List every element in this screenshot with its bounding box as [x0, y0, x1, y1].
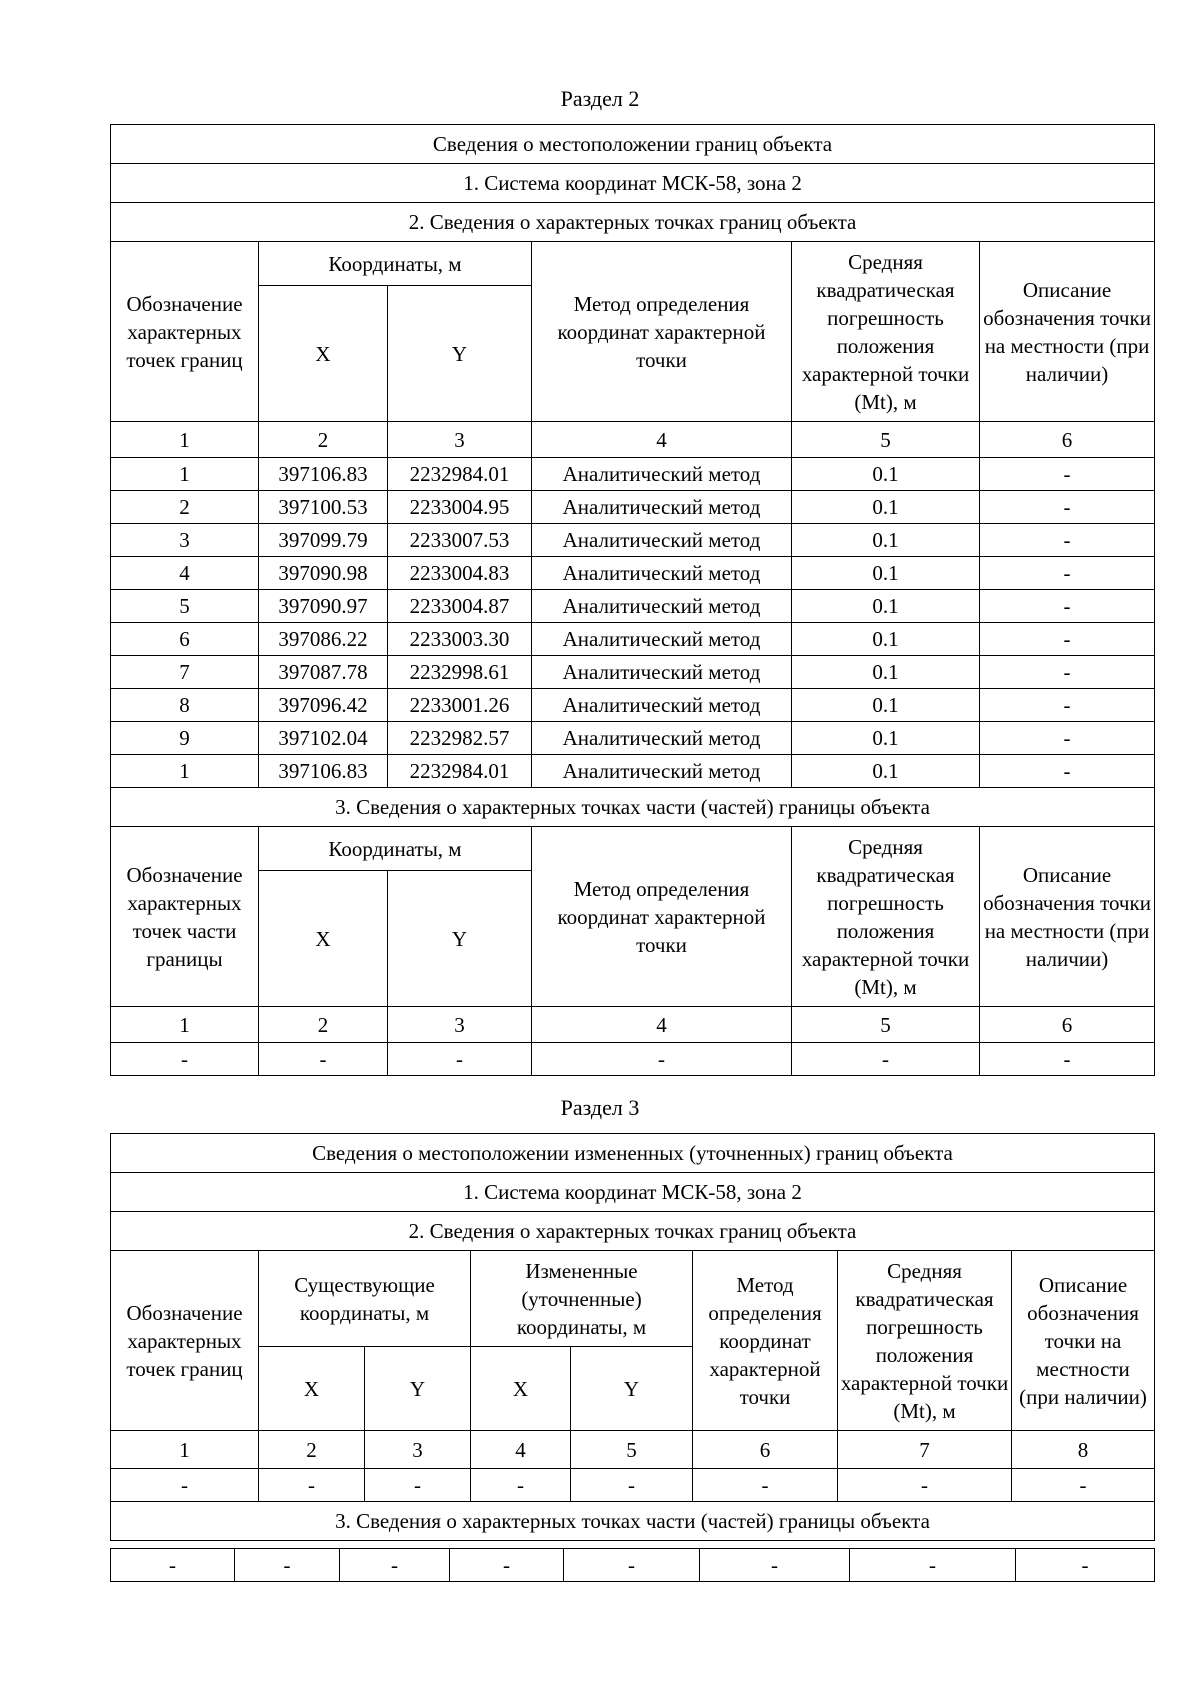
section2-coord-system: 1. Система координат МСК-58, зона 2 — [111, 164, 1155, 203]
table-cell: 397100.53 — [259, 491, 388, 524]
section3-coord-system-row — [111, 1173, 1155, 1212]
table-row — [111, 590, 1155, 623]
table-cell: - — [980, 689, 1155, 722]
s3-col-existing-header: Существующие координаты, м — [259, 1251, 471, 1347]
table-cell: 2232982.57 — [388, 722, 532, 755]
s3-col-description-header: Описание обозначения точки на местности (при наличии) — [1012, 1251, 1155, 1431]
col-method-header: Метод определения координат характерной точки — [532, 242, 792, 422]
section2-title: Раздел 2 — [560, 86, 640, 111]
table-cell: 1 — [111, 755, 259, 788]
table-row — [111, 755, 1155, 788]
table-cell: - — [471, 1469, 571, 1502]
table-cell: - — [980, 656, 1155, 689]
part3-col-coords-header: Координаты, м — [259, 827, 532, 871]
column-number: 1 — [111, 422, 259, 458]
column-number: 1 — [111, 1431, 259, 1469]
table-cell: 0.1 — [792, 491, 980, 524]
table-cell: 397099.79 — [259, 524, 388, 557]
s3-column-header-row-top — [111, 1251, 1155, 1347]
table-row — [111, 722, 1155, 755]
table-cell: 9 — [111, 722, 259, 755]
table-cell: 1 — [111, 458, 259, 491]
column-number: 7 — [838, 1431, 1012, 1469]
s3-col-changed-header: Измененные (уточненные) координаты, м — [471, 1251, 693, 1347]
table-row — [111, 491, 1155, 524]
s3-col-y2-header: Y — [571, 1347, 693, 1431]
column-number: 4 — [532, 422, 792, 458]
part3-column-header-row-top — [111, 827, 1155, 871]
table-row — [111, 524, 1155, 557]
part3-col-method-header: Метод определения координат характерной точки — [532, 827, 792, 1007]
table-cell: Аналитический метод — [532, 689, 792, 722]
table-cell: - — [365, 1469, 471, 1502]
table-cell: 397090.97 — [259, 590, 388, 623]
section3-title: Раздел 3 — [560, 1095, 640, 1120]
table-cell: Аналитический метод — [532, 755, 792, 788]
col-description-header: Описание обозначения точки на местности (при наличии) — [980, 242, 1155, 422]
column-number: 3 — [365, 1431, 471, 1469]
table-cell: 5 — [111, 590, 259, 623]
s3-col-y1-header: Y — [365, 1347, 471, 1431]
table-cell: 6 — [111, 623, 259, 656]
s3-col-designation-header: Обозначение характерных точек границ — [111, 1251, 259, 1431]
section3-coord-system: 1. Система координат МСК-58, зона 2 — [111, 1173, 1155, 1212]
s3-col-method-header: Метод определения координат характерной точки — [693, 1251, 838, 1431]
table-cell: 2233004.95 — [388, 491, 532, 524]
column-number: 1 — [111, 1007, 259, 1043]
table-cell: 3 — [111, 524, 259, 557]
table-row — [111, 656, 1155, 689]
table-cell: - — [980, 491, 1155, 524]
table-row — [111, 689, 1155, 722]
s3-column-numbers — [111, 1431, 1155, 1469]
table-row — [111, 1549, 1155, 1582]
section2-part2-title: 2. Сведения о характерных точках границ объекта — [111, 203, 1155, 242]
column-number-row — [111, 422, 1155, 458]
table-cell: 2 — [111, 491, 259, 524]
column-number-row — [111, 1007, 1155, 1043]
column-number: 5 — [792, 422, 980, 458]
section3-part2-title-row — [111, 1212, 1155, 1251]
s3-col-x1-header: X — [259, 1347, 365, 1431]
table-cell: - — [340, 1549, 450, 1582]
table-cell: 8 — [111, 689, 259, 722]
table-cell: 2233003.30 — [388, 623, 532, 656]
table-cell: - — [111, 1469, 259, 1502]
table-cell: 2233004.83 — [388, 557, 532, 590]
section3-part3-table — [110, 1548, 1155, 1582]
s3-col-error-header: Средняя квадратическая погрешность положения характерной точки (Mt), м — [838, 1251, 1012, 1431]
table-row — [111, 1043, 1155, 1076]
table-cell: - — [693, 1469, 838, 1502]
table-cell: 397102.04 — [259, 722, 388, 755]
table-cell: Аналитический метод — [532, 590, 792, 623]
table-cell: - — [850, 1549, 1016, 1582]
table-row — [111, 623, 1155, 656]
points-rows — [111, 458, 1155, 788]
table-cell: 0.1 — [792, 458, 980, 491]
table-cell: - — [980, 1043, 1155, 1076]
part3-col-x-header: X — [259, 871, 388, 1007]
table-cell: - — [1016, 1549, 1155, 1582]
table-cell: 0.1 — [792, 623, 980, 656]
table-cell: - — [980, 557, 1155, 590]
table-cell: Аналитический метод — [532, 656, 792, 689]
table-cell: Аналитический метод — [532, 491, 792, 524]
part3-col-description-header: Описание обозначения точки на местности (при наличии) — [980, 827, 1155, 1007]
table-cell: 0.1 — [792, 524, 980, 557]
table-cell: 397090.98 — [259, 557, 388, 590]
part3-col-error-header: Средняя квадратическая погрешность положения характерной точки (Mt), м — [792, 827, 980, 1007]
table-cell: - — [259, 1043, 388, 1076]
table-cell: - — [111, 1043, 259, 1076]
section3-table — [110, 1133, 1155, 1541]
column-number-row — [111, 1431, 1155, 1469]
column-number: 6 — [980, 1007, 1155, 1043]
table-cell: 2232984.01 — [388, 755, 532, 788]
table-cell: 397106.83 — [259, 458, 388, 491]
table-cell: 2233001.26 — [388, 689, 532, 722]
column-number: 3 — [388, 1007, 532, 1043]
column-number: 6 — [693, 1431, 838, 1469]
table-cell: - — [532, 1043, 792, 1076]
col-designation-header: Обозначение характерных точек границ — [111, 242, 259, 422]
table-cell: - — [792, 1043, 980, 1076]
section2-table — [110, 124, 1155, 1076]
table-cell: - — [980, 722, 1155, 755]
table-cell: - — [235, 1549, 340, 1582]
table-cell: Аналитический метод — [532, 524, 792, 557]
col-error-header: Средняя квадратическая погрешность положения характерной точки (Mt), м — [792, 242, 980, 422]
table-cell: 2233007.53 — [388, 524, 532, 557]
table-cell: - — [980, 623, 1155, 656]
table-cell: 7 — [111, 656, 259, 689]
table-cell: - — [564, 1549, 700, 1582]
table-cell: - — [980, 524, 1155, 557]
table-cell: - — [111, 1549, 235, 1582]
section2-part3-title-row — [111, 788, 1155, 827]
table-cell: - — [980, 458, 1155, 491]
column-number: 2 — [259, 1007, 388, 1043]
part3-col-designation-header: Обозначение характерных точек части границы — [111, 827, 259, 1007]
table-cell: Аналитический метод — [532, 623, 792, 656]
section2-coord-system-row — [111, 164, 1155, 203]
section3-part3-title: 3. Сведения о характерных точках части (частей) границы объекта — [111, 1502, 1155, 1541]
table-cell: 397096.42 — [259, 689, 388, 722]
col-x-header: X — [259, 286, 388, 422]
s3-rows — [111, 1469, 1155, 1502]
table-cell: 2232984.01 — [388, 458, 532, 491]
table-cell: - — [450, 1549, 564, 1582]
table-cell: 0.1 — [792, 689, 980, 722]
part3-col-y-header: Y — [388, 871, 532, 1007]
column-numbers — [111, 422, 1155, 458]
section2-header: Сведения о местоположении границ объекта — [111, 125, 1155, 164]
section2-part2-title-row — [111, 203, 1155, 242]
s3-col-x2-header: X — [471, 1347, 571, 1431]
section2-header-row — [111, 125, 1155, 164]
table-cell: 2232998.61 — [388, 656, 532, 689]
column-number: 2 — [259, 422, 388, 458]
column-number: 8 — [1012, 1431, 1155, 1469]
table-cell: 4 — [111, 557, 259, 590]
column-number: 6 — [980, 422, 1155, 458]
table-row — [111, 557, 1155, 590]
table-cell: - — [571, 1469, 693, 1502]
table-cell: - — [1012, 1469, 1155, 1502]
table-cell: - — [980, 590, 1155, 623]
table-cell: 397087.78 — [259, 656, 388, 689]
table-cell: 397106.83 — [259, 755, 388, 788]
table-cell: Аналитический метод — [532, 458, 792, 491]
table-cell: 397086.22 — [259, 623, 388, 656]
column-number: 5 — [792, 1007, 980, 1043]
table-cell: - — [259, 1469, 365, 1502]
table-cell: 0.1 — [792, 722, 980, 755]
table-cell: 2233004.87 — [388, 590, 532, 623]
part3-column-numbers — [111, 1007, 1155, 1043]
table-cell: - — [700, 1549, 850, 1582]
column-number: 4 — [471, 1431, 571, 1469]
column-number: 5 — [571, 1431, 693, 1469]
col-coords-header: Координаты, м — [259, 242, 532, 286]
part3-rows — [111, 1043, 1155, 1076]
column-number: 2 — [259, 1431, 365, 1469]
section3-header: Сведения о местоположении измененных (уточненных) границ объекта — [111, 1134, 1155, 1173]
table-cell: 0.1 — [792, 590, 980, 623]
col-y-header: Y — [388, 286, 532, 422]
table-cell: 0.1 — [792, 656, 980, 689]
table-row — [111, 1469, 1155, 1502]
column-number: 3 — [388, 422, 532, 458]
table-cell: - — [388, 1043, 532, 1076]
column-number: 4 — [532, 1007, 792, 1043]
column-header-row-top — [111, 242, 1155, 286]
table-cell: 0.1 — [792, 557, 980, 590]
table-cell: - — [980, 755, 1155, 788]
table-row — [111, 458, 1155, 491]
table-cell: - — [838, 1469, 1012, 1502]
table-cell: Аналитический метод — [532, 557, 792, 590]
s3-part3-rows — [111, 1549, 1155, 1582]
section3-part3-title-row — [111, 1502, 1155, 1541]
section2-part3-title: 3. Сведения о характерных точках части (частей) границы объекта — [111, 788, 1155, 827]
table-cell: 0.1 — [792, 755, 980, 788]
section3-header-row — [111, 1134, 1155, 1173]
table-cell: Аналитический метод — [532, 722, 792, 755]
section3-part2-title: 2. Сведения о характерных точках границ объекта — [111, 1212, 1155, 1251]
